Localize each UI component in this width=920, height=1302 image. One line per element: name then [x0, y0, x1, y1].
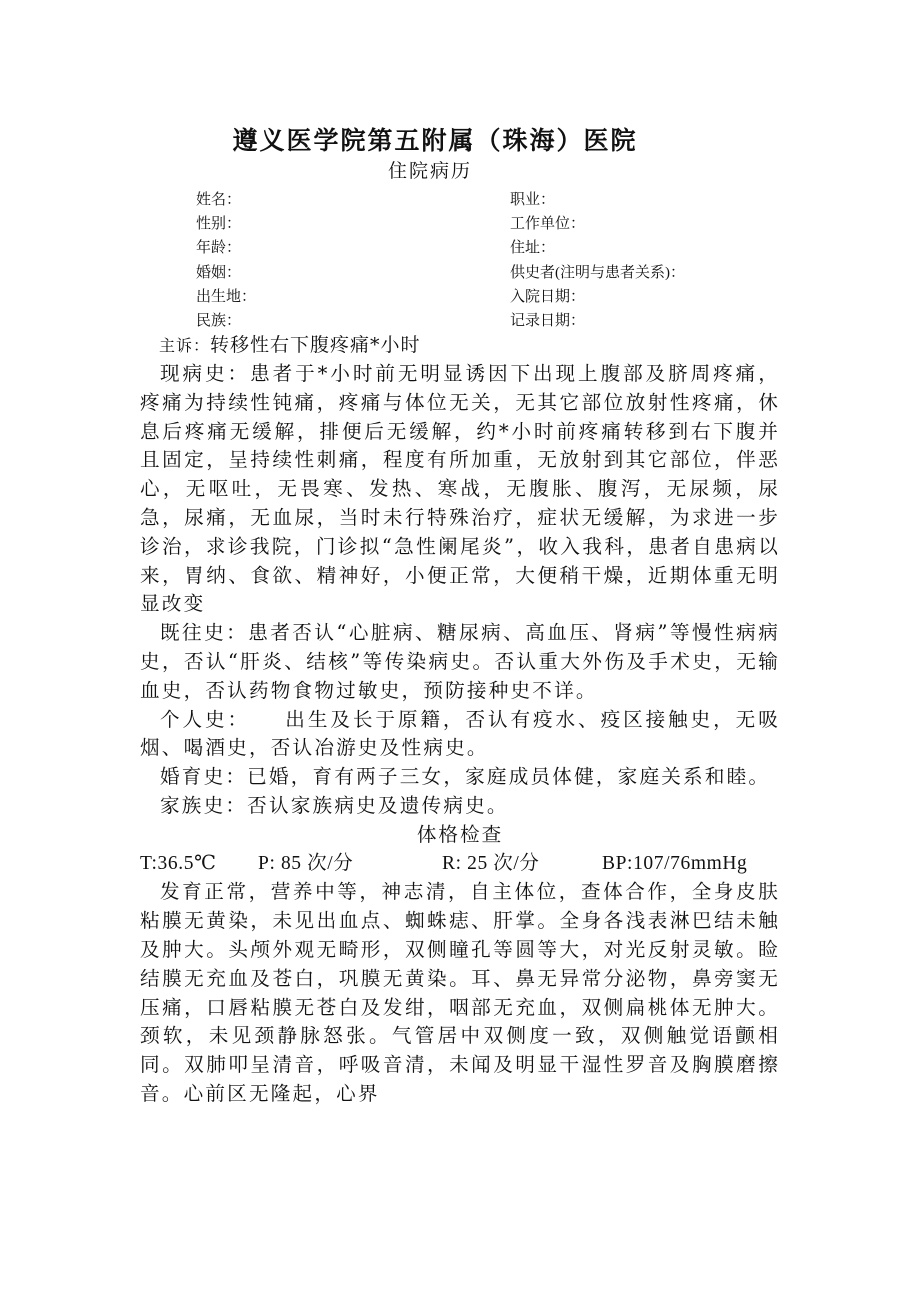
- marital-history: 婚育史：已婚，育有两子三女，家庭成员体健，家庭关系和睦。: [160, 765, 771, 789]
- info-row: [196, 212, 756, 236]
- informant-label: 供史者(注明与患者关系)：: [510, 264, 685, 281]
- respiration-value: R: 25 次/分: [442, 852, 540, 874]
- hospital-title: 遵义医学院第五附属（珠海）医院: [232, 126, 638, 155]
- past-history: 既往史：患者否认“心脏病、糖尿病、高血压、肾病”等慢性病病史，否认“肝炎、结核”等传染病史。否认重大外伤及手术史，无输血史，否认药物食物过敏史，预防接种史不详。: [140, 621, 780, 702]
- physical-exam-text: 发育正常，营养中等，神志清，自主体位，查体合作，全身皮肤粘膜无黄染，未见出血点、蜘蛛痣、肝掌。全身各浅表淋巴结未触及肿大。头颅外观无畸形，双侧瞳孔等圆等大，对光反射灵敏。睑结膜无充血及苍白，巩膜无黄染。耳、鼻无异常分泌物，鼻旁窦无压痛，口唇粘膜无苍白及发绀，咽部无充血，双侧扁桃体无肿大。颈软，未见颈静脉怒张。气管居中双侧度一致，双侧触觉语颤相同。双肺叩呈清音，呼吸音清，未闻及明显干湿性罗音及胸膜磨擦音。心前区无隆起，心界: [140, 880, 780, 1105]
- marital-status-label: 婚姻：: [196, 264, 242, 281]
- record-subtitle: 住院病历: [387, 160, 472, 182]
- birthplace-label: 出生地：: [196, 288, 257, 305]
- present-illness-history: 现病史：患者于*小时前无明显诱因下出现上腹部及脐周疼痛，疼痛为持续性钝痛，疼痛与体位无关，无其它部位放射性疼痛，休息后疼痛无缓解，排便后无缓解，约*小时前疼痛转移到右下腹并且固定，呈持续性刺痛，程度有所加重，无放射到其它部位，伴恶心，无呕吐，无畏寒、发热、寒战，无腹胀、腹泻，无尿频，尿急，尿痛，无血尿，当时未行特殊治疗，症状无缓解，为求进一步诊治，求诊我院，门诊拟“急性阑尾炎”，收入我科，患者自患病以来，胃纳、食欲、精神好，小便正常，大便稍干燥，近期体重无明显改变: [140, 362, 780, 616]
- info-row: [196, 309, 756, 333]
- vital-signs-line: [140, 850, 780, 879]
- blood-pressure-value: BP:107/76mmHg: [602, 852, 748, 874]
- info-row: [196, 188, 756, 212]
- personal-history: 个人史： 出生及长于原籍，否认有疫水、疫区接触史，无吸烟、喝酒史，否认冶游史及性病史。: [140, 707, 780, 760]
- family-history: 家族史：否认家族病史及遗传病史。: [160, 793, 509, 817]
- chief-complaint-label: 主诉：: [159, 338, 211, 355]
- record-date-label: 记录日期：: [510, 312, 586, 329]
- temperature-value: T:36.5℃: [140, 852, 217, 874]
- chief-complaint-text: 转移性右下腹疼痛*小时: [210, 334, 421, 356]
- admission-date-label: 入院日期：: [510, 288, 586, 305]
- info-row: [196, 261, 756, 285]
- pulse-value: P: 85 次/分: [258, 852, 354, 874]
- info-row: [196, 285, 756, 309]
- workplace-label: 工作单位：: [510, 216, 586, 233]
- gender-label: 性别：: [196, 216, 242, 233]
- info-row: [196, 236, 756, 260]
- address-label: 住址：: [510, 240, 556, 257]
- occupation-label: 职业：: [510, 192, 556, 208]
- physical-exam-title: 体格检查: [416, 822, 504, 846]
- chief-complaint: [159, 331, 421, 361]
- age-label: 年龄：: [196, 240, 242, 257]
- record-body: [140, 360, 780, 1109]
- ethnicity-label: 民族：: [196, 312, 242, 329]
- patient-info-block: [196, 188, 756, 333]
- name-label: 姓名：: [196, 192, 242, 208]
